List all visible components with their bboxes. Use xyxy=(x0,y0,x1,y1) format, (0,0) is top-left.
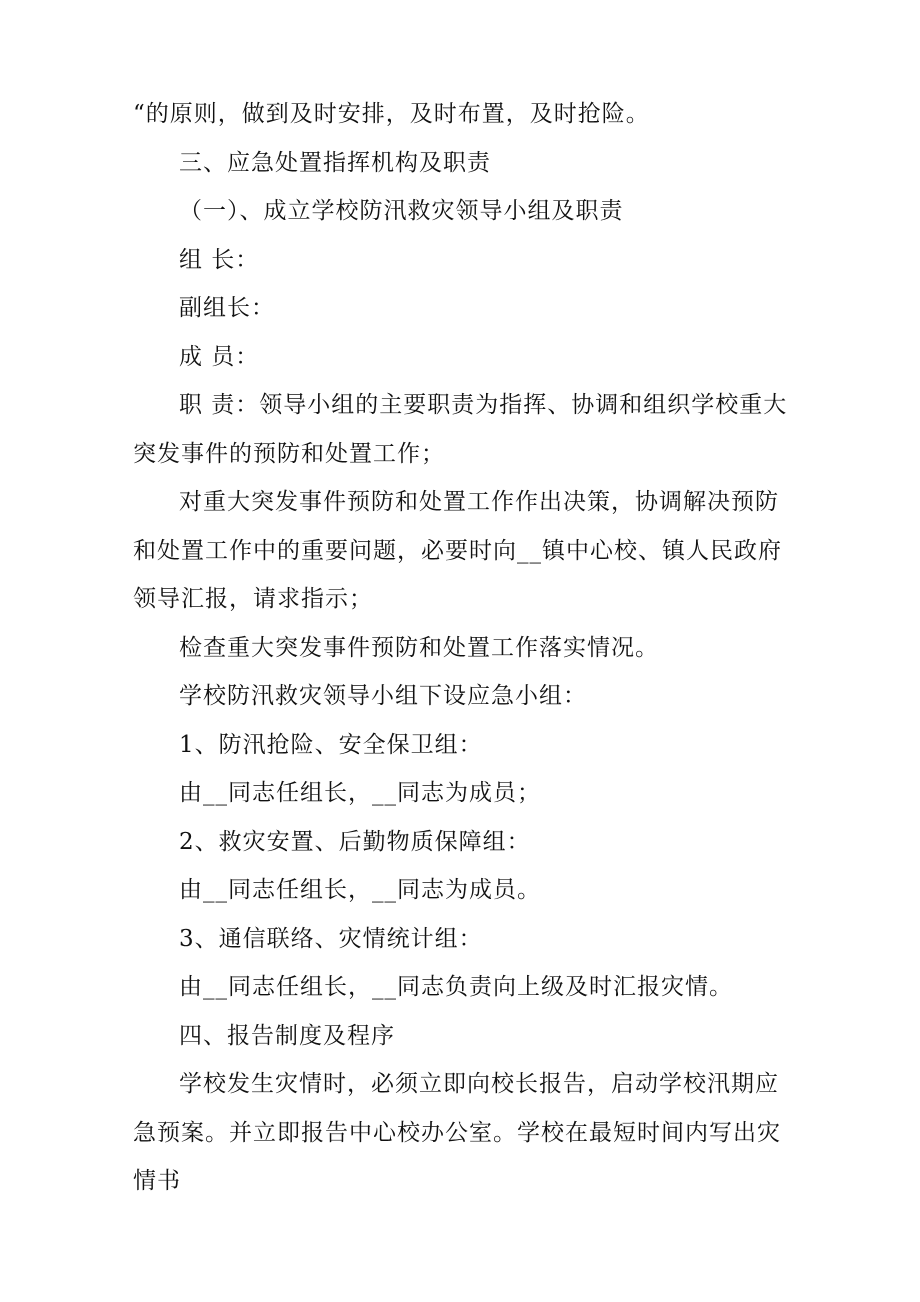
group-1-title: 1、防汛抢险、安全保卫组： xyxy=(179,731,483,758)
paragraph-inspection: 检查重大突发事件预防和处置工作落实情况。 xyxy=(179,634,659,661)
heading-subsection-1: （一）、成立学校防汛救灾领导小组及职责 xyxy=(179,198,624,224)
group-2-members: 由__同志任组长，__同志为成员。 xyxy=(179,877,541,903)
paragraph-duties: 职 责：领导小组的主要职责为指挥、协调和组织学校重大突发事件的预防和处置工作； xyxy=(133,392,788,467)
paragraph-principle: “的原则，做到及时安排，及时布置，及时抢险。 xyxy=(133,101,650,127)
group-3-title: 3、通信联络、灾情统计组： xyxy=(179,925,483,952)
heading-section-3: 三、应急处置指挥机构及职责 xyxy=(179,149,491,176)
paragraph-reporting: 学校发生灾情时，必须立即向校长报告，启动学校汛期应急预案。并立即报告中心校办公室。学校在最短时间内写出灾情书 xyxy=(133,1071,781,1194)
group-2-title: 2、救灾安置、后勤物质保障组： xyxy=(179,828,531,855)
paragraph-emergency-groups: 学校防汛救灾领导小组下设应急小组： xyxy=(179,683,587,709)
field-deputy-leader: 副组长： xyxy=(179,295,275,321)
paragraph-decisions: 对重大突发事件预防和处置工作作出决策，协调解决预防和处置工作中的重要问题，必要时向__镇中心校、镇人民政府领导汇报，请求指示； xyxy=(133,489,782,612)
field-leader: 组 长： xyxy=(179,246,260,273)
group-1-members: 由__同志任组长，__同志为成员； xyxy=(179,780,541,806)
group-3-members: 由__同志任组长，__同志负责向上级及时汇报灾情。 xyxy=(179,974,733,1000)
field-members: 成 员： xyxy=(179,343,260,370)
document-body xyxy=(133,90,793,1206)
heading-section-4: 四、报告制度及程序 xyxy=(179,1022,395,1049)
